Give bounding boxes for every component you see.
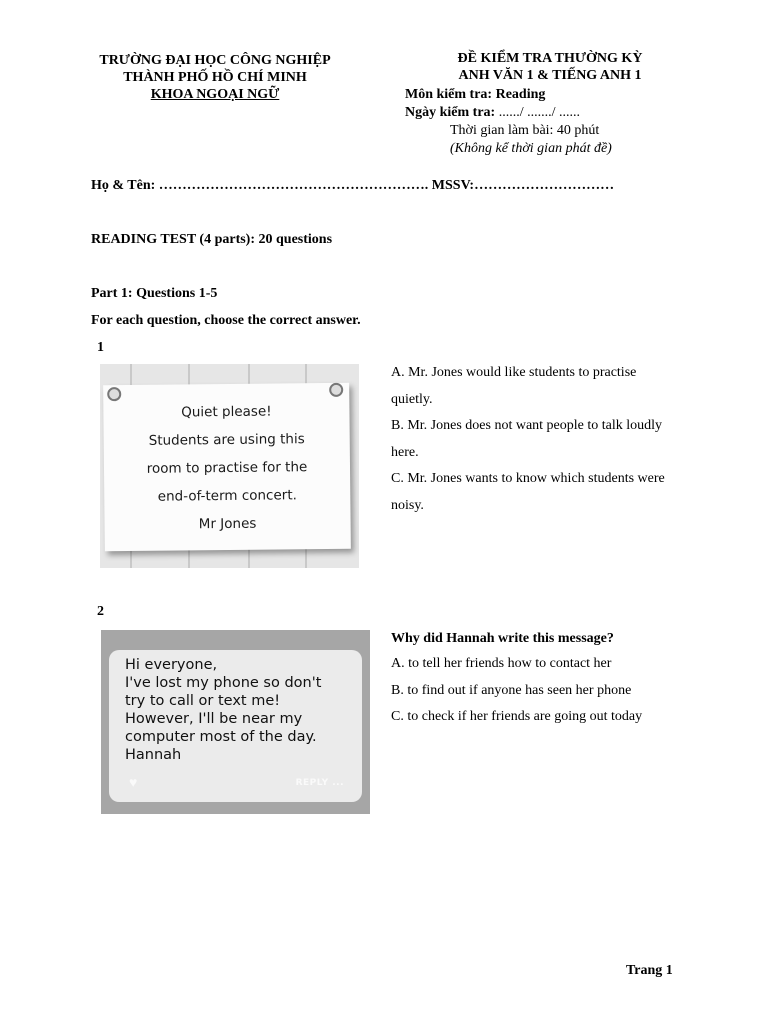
notice-paper — [103, 383, 351, 552]
message-line: However, I'll be near my — [125, 711, 303, 727]
school-name-line2: THÀNH PHỐ HỒ CHÍ MINH — [123, 70, 307, 85]
message-line: Hannah — [125, 747, 182, 763]
message-card — [109, 650, 362, 802]
message-image — [101, 630, 370, 814]
question-2-text: Why did Hannah write this message? — [391, 631, 614, 646]
date-value: ....../ ......./ ...... — [498, 105, 580, 120]
date-label: Ngày kiểm tra: — [405, 105, 496, 120]
option-text: noisy. — [391, 497, 424, 513]
notice-line: room to practise for the — [146, 459, 308, 477]
notice-line: end-of-term concert. — [157, 487, 297, 505]
student-info-line: Họ & Tên: …………………………………………………. MSSV:………………………… — [91, 178, 615, 193]
test-title: READING TEST (4 parts): 20 questions — [91, 232, 333, 247]
option-text: quietly. — [391, 391, 433, 407]
message-line: I've lost my phone so don't — [125, 675, 322, 691]
faculty-name: KHOA NGOẠI NGỮ — [150, 87, 280, 102]
notice-text — [103, 397, 350, 540]
notice-line: Mr Jones — [198, 515, 257, 533]
option-text: here. — [391, 444, 419, 460]
school-name-line1: TRƯỜNG ĐẠI HỌC CÔNG NGHIỆP — [99, 53, 331, 68]
date-row — [405, 104, 612, 122]
message-line: computer most of the day. — [125, 729, 317, 745]
option-text: A. Mr. Jones would like students to practise — [391, 365, 637, 380]
question-1-number: 1 — [97, 340, 104, 355]
part1-title: Part 1: Questions 1-5 — [91, 286, 218, 301]
option-text: C. Mr. Jones wants to know which students were — [391, 471, 665, 487]
exam-meta — [405, 86, 612, 158]
duration: Thời gian làm bài: 40 phút — [450, 123, 600, 138]
exam-title-line2: ANH VĂN 1 & TIẾNG ANH 1 — [458, 68, 642, 83]
subject-row — [405, 86, 612, 104]
subject-label: Môn kiểm tra: — [405, 87, 493, 102]
notice-line: Students are using this — [148, 431, 305, 449]
subject-value: Reading — [495, 87, 546, 102]
heart-icon: ♥ — [129, 776, 138, 791]
question-1-options — [391, 360, 711, 520]
school-header — [80, 52, 350, 103]
option-text: B. to find out if anyone has seen her phone — [391, 682, 632, 698]
message-line: Hi everyone, — [125, 657, 218, 673]
notice-line: Quiet please! — [181, 403, 272, 421]
duration-note: (Không kể thời gian phát đề) — [450, 141, 612, 156]
pin-icon — [329, 383, 343, 397]
message-text — [125, 656, 355, 764]
reply-label: REPLY ... — [295, 778, 344, 788]
question-2-number: 2 — [97, 604, 104, 619]
page-number: Trang 1 — [626, 963, 673, 978]
exam-title — [420, 50, 680, 84]
message-line: try to call or text me! — [125, 693, 281, 709]
part1-instruction: For each question, choose the correct answer. — [91, 313, 361, 328]
option-text: A. to tell her friends how to contact her — [391, 656, 612, 671]
exam-title-line1: ĐỀ KIỂM TRA THƯỜNG KỲ — [457, 51, 643, 66]
notice-image — [100, 364, 359, 568]
option-text: C. to check if her friends are going out today — [391, 709, 643, 725]
option-text: B. Mr. Jones does not want people to talk loudly — [391, 418, 663, 434]
question-2-options — [391, 651, 721, 731]
